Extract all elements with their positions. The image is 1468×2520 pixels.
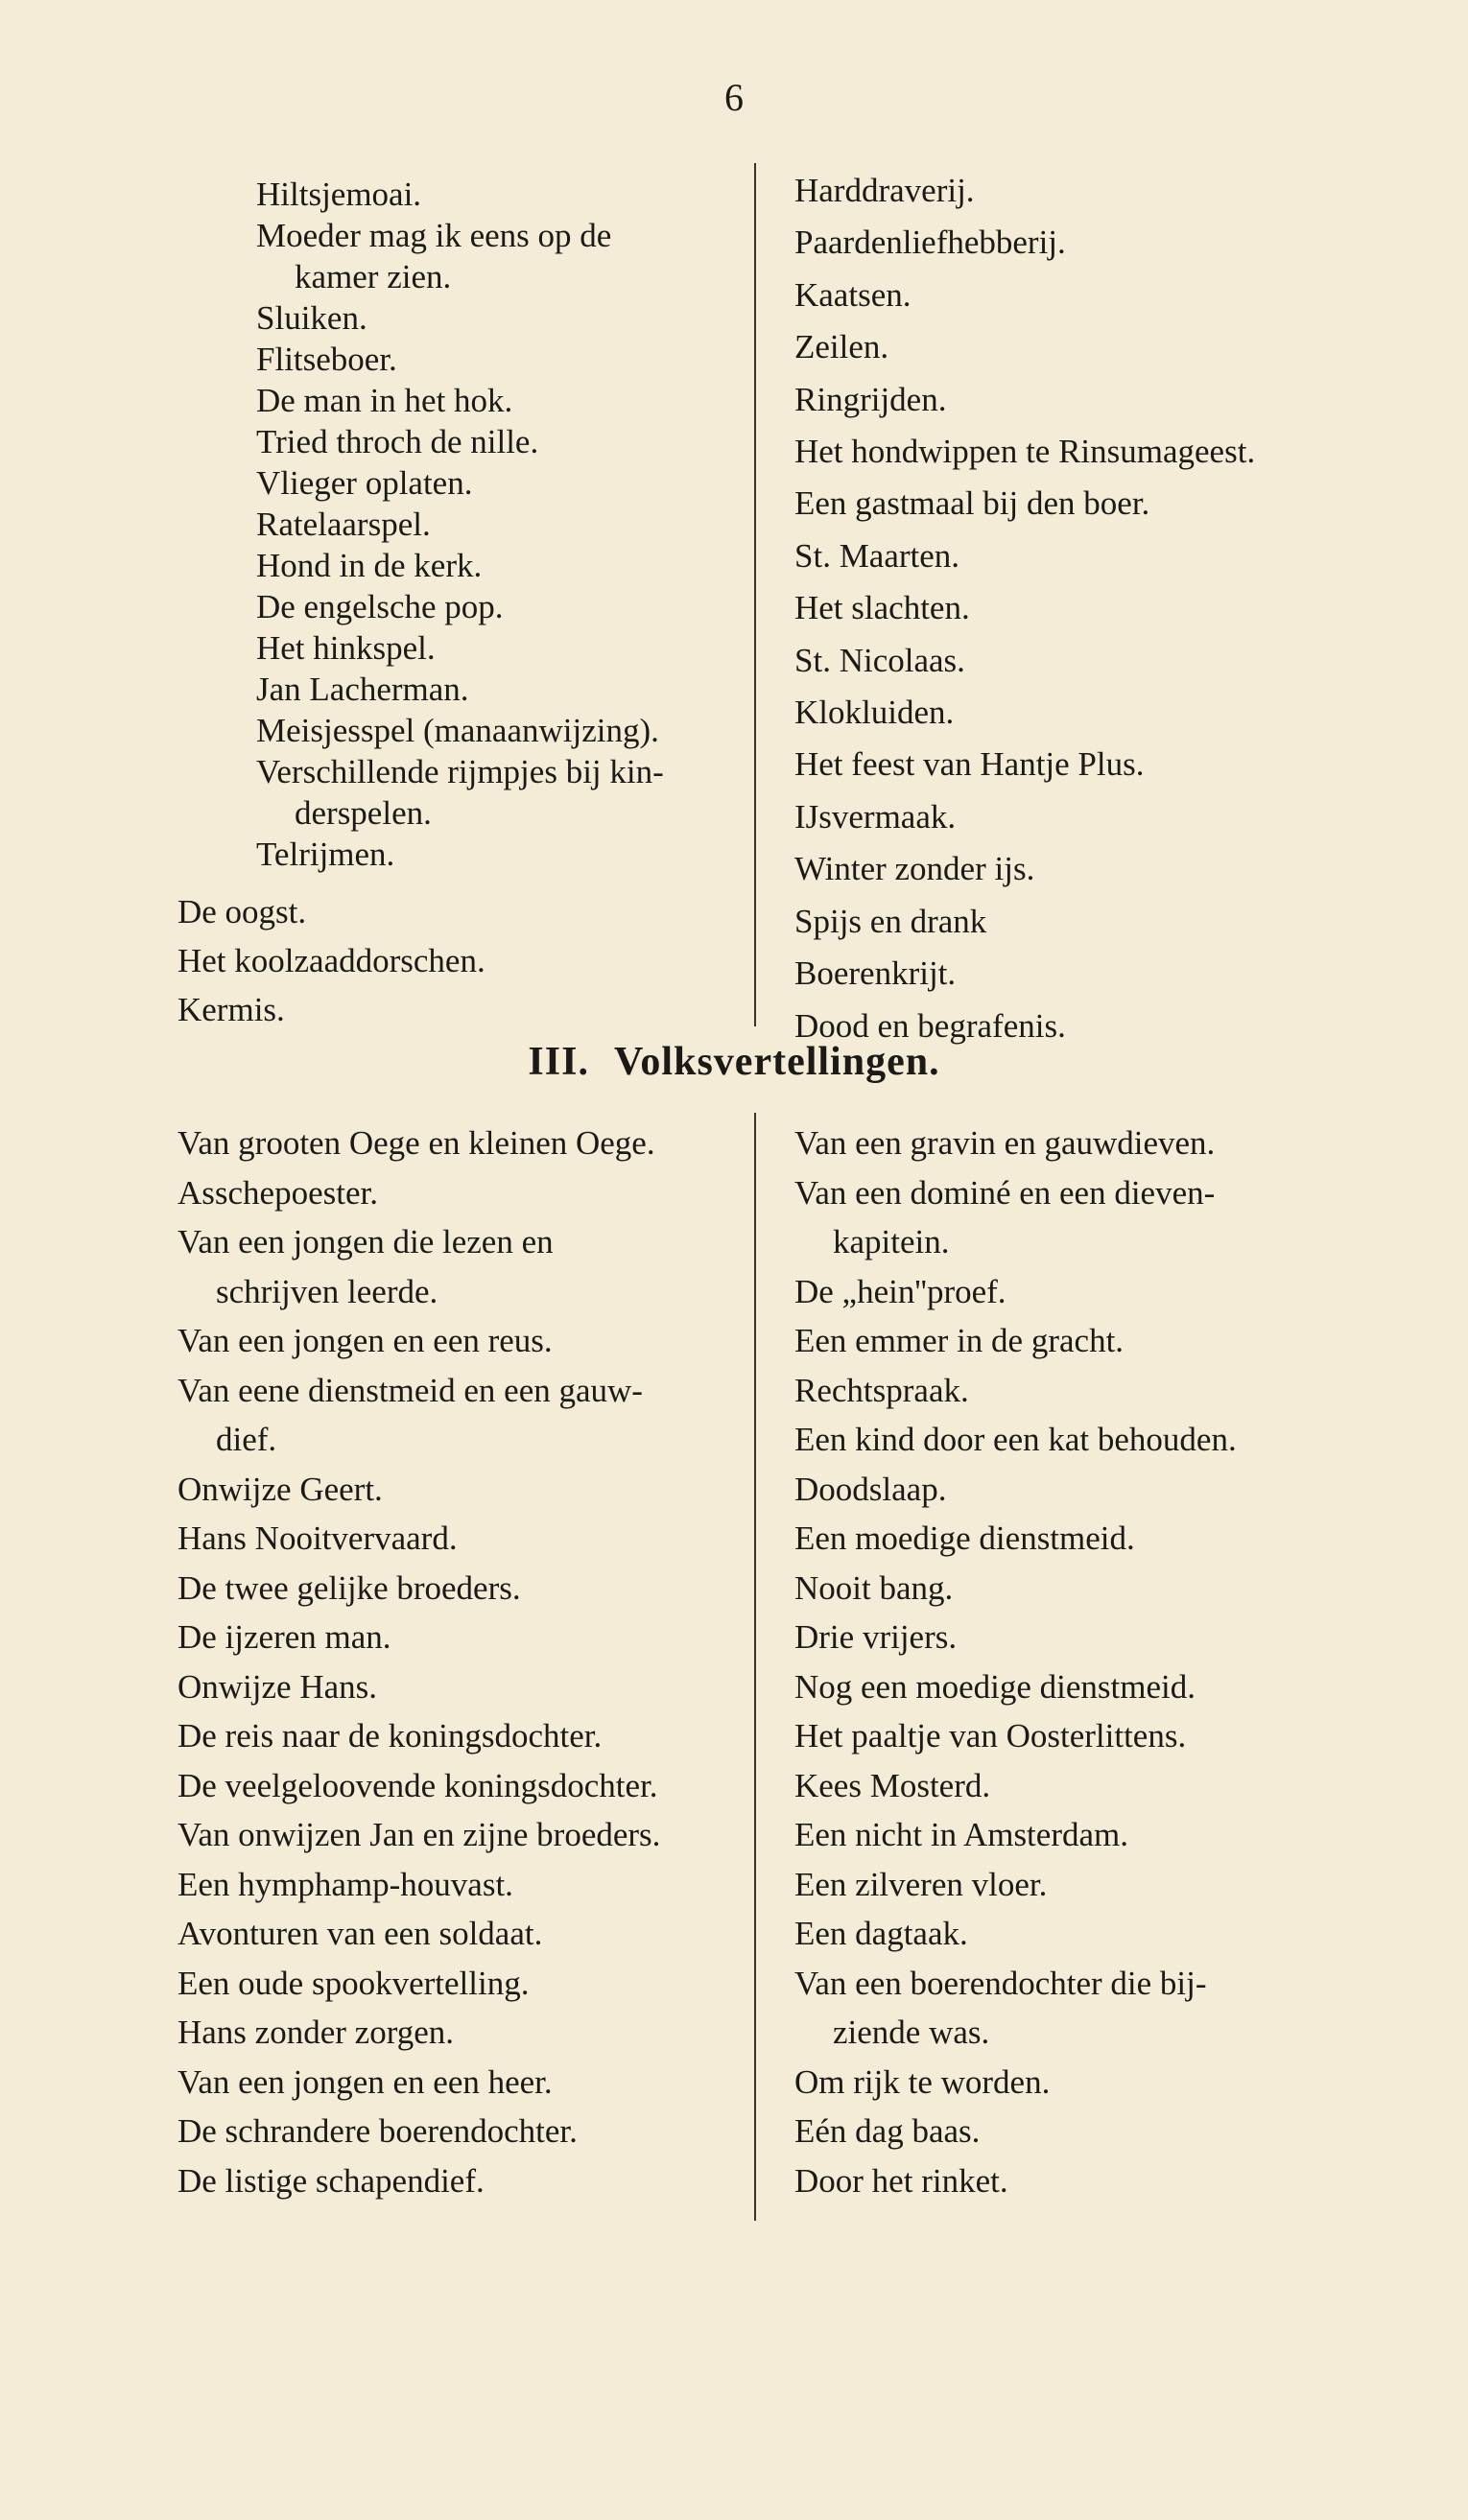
entry: Spijs en drank (794, 902, 987, 940)
entry: Boerenkrijt. (794, 954, 957, 993)
section-heading (0, 1039, 1468, 1085)
column-divider-bottom (754, 1113, 756, 2221)
entry: Van grooten Oege en kleinen Oege. (178, 1124, 655, 1162)
entry: Doodslaap. (794, 1470, 947, 1508)
entry: Hans Nooitvervaard. (178, 1519, 458, 1557)
page-number: 6 (724, 76, 744, 119)
entry: Paardenliefhebberij. (794, 224, 1066, 262)
column-divider-top (754, 163, 756, 1026)
entry: Asschepoester. (178, 1173, 378, 1212)
entry-continuation: schrijven leerde. (216, 1272, 438, 1310)
entry: Eén dag baas. (794, 2112, 981, 2150)
entry: Zeilen. (794, 328, 889, 366)
entry: Van een jongen en een heer. (178, 2062, 553, 2101)
entry: Hond in de kerk. (256, 547, 483, 584)
entry: Onwijze Hans. (178, 1667, 378, 1706)
entry: Van een jongen die lezen en (178, 1223, 554, 1260)
entry: Een oude spookvertelling. (178, 1964, 530, 2002)
entry: Nooit bang. (794, 1568, 954, 1607)
entry: Een kind door een kat behouden. (794, 1421, 1237, 1458)
entry: De schrandere boerendochter. (178, 2112, 578, 2150)
entry: De ijzeren man. (178, 1618, 391, 1656)
section2-left-column (178, 1119, 660, 2205)
entry: Van onwijzen Jan en zijne broeders. (178, 1816, 661, 1853)
entry: Moeder mag ik eens op de (256, 217, 612, 254)
entry: Een dagtaak. (794, 1915, 968, 1952)
entry: Hiltsjemoai. (256, 176, 422, 213)
entry: Rechtspraak. (794, 1371, 969, 1409)
section-title: Volksvertellingen. (613, 1040, 940, 1084)
entry: Telrijmen. (256, 836, 395, 873)
entry: Het feest van Hantje Plus. (794, 745, 1145, 784)
entry: De man in het hok. (256, 382, 513, 419)
entry: De twee gelijke broeders. (178, 1568, 521, 1607)
entry: Ringrijden. (794, 380, 947, 418)
entry: St. Nicolaas. (794, 641, 965, 679)
entry: Van een jongen en een reus. (178, 1322, 553, 1359)
entry: Van eene dienstmeid en een gauw- (178, 1371, 643, 1409)
entry: Een gastmaal bij den boer. (794, 484, 1150, 523)
entry: Sluiken. (256, 299, 367, 337)
entry: De veelgeloovende koningsdochter. (178, 1766, 658, 1804)
entry: Het hondwippen te Rinsumageest. (794, 433, 1256, 471)
entry: Een hymphamp-houvast. (178, 1865, 513, 1903)
entry: Van een boerendochter die bij- (794, 1964, 1207, 2002)
entry: Nog een moedige dienstmeid. (794, 1667, 1196, 1706)
entry: Winter zonder ijs. (794, 850, 1035, 888)
entry-continuation: derspelen. (295, 794, 432, 832)
entry: Een zilveren vloer. (794, 1865, 1048, 1903)
entry: Harddraverij. (794, 172, 975, 209)
entry: Onwijze Geert. (178, 1470, 383, 1508)
section1-left-column-indented (256, 174, 664, 875)
entry: Drie vrijers. (794, 1618, 958, 1656)
entry: St. Maarten. (794, 536, 960, 575)
entry: Het hinkspel. (256, 629, 436, 667)
entry: Een nicht in Amsterdam. (794, 1816, 1128, 1853)
entry: Avonturen van een soldaat. (178, 1915, 543, 1952)
entry: Ratelaarspel. (256, 506, 431, 543)
entry: Hans zonder zorgen. (178, 2014, 454, 2051)
section1-right-column (794, 165, 1255, 1052)
entry: Kees Mosterd. (794, 1766, 991, 1804)
entry: Flitseboer. (256, 341, 397, 378)
entry: De engelsche pop. (256, 588, 504, 625)
entry: Kaatsen. (794, 275, 912, 314)
entry: Het slachten. (794, 589, 970, 627)
section-number: III. (528, 1040, 589, 1084)
entry-continuation: dief. (216, 1421, 277, 1458)
entry-continuation: kamer zien. (295, 258, 452, 295)
entry: Van een dominé en een dieven- (794, 1173, 1216, 1212)
entry: De reis naar de koningsdochter. (178, 1717, 603, 1755)
entry: Door het rinket. (794, 2161, 1008, 2200)
entry: Kermis. (178, 991, 285, 1028)
entry: De oogst. (178, 893, 307, 930)
entry: Vlieger oplaten. (256, 464, 473, 502)
entry: Tried throch de nille. (256, 423, 539, 460)
entry: De „hein''proef. (794, 1272, 1006, 1310)
entry-continuation: ziende was. (833, 2014, 990, 2051)
entry: Van een gravin en gauwdieven. (794, 1124, 1216, 1162)
entry: Het koolzaaddorschen. (178, 942, 485, 979)
entry: Een moedige dienstmeid. (794, 1519, 1135, 1557)
section1-left-column-outdented (178, 887, 485, 1034)
section2-right-column (794, 1119, 1237, 2205)
entry: De listige schapendief. (178, 2161, 485, 2200)
entry: IJsvermaak. (794, 797, 957, 836)
entry: Het paaltje van Oosterlittens. (794, 1717, 1187, 1755)
entry: Verschillende rijmpjes bij kin- (256, 753, 664, 790)
entry: Dood en begrafenis. (794, 1006, 1066, 1045)
entry: Jan Lacherman. (256, 671, 469, 708)
entry: Klokluiden. (794, 694, 955, 732)
entry: Meisjesspel (manaanwijzing). (256, 712, 659, 749)
entry: Om rijk te worden. (794, 2062, 1051, 2101)
entry-continuation: kapitein. (833, 1223, 950, 1260)
entry: Een emmer in de gracht. (794, 1322, 1125, 1359)
